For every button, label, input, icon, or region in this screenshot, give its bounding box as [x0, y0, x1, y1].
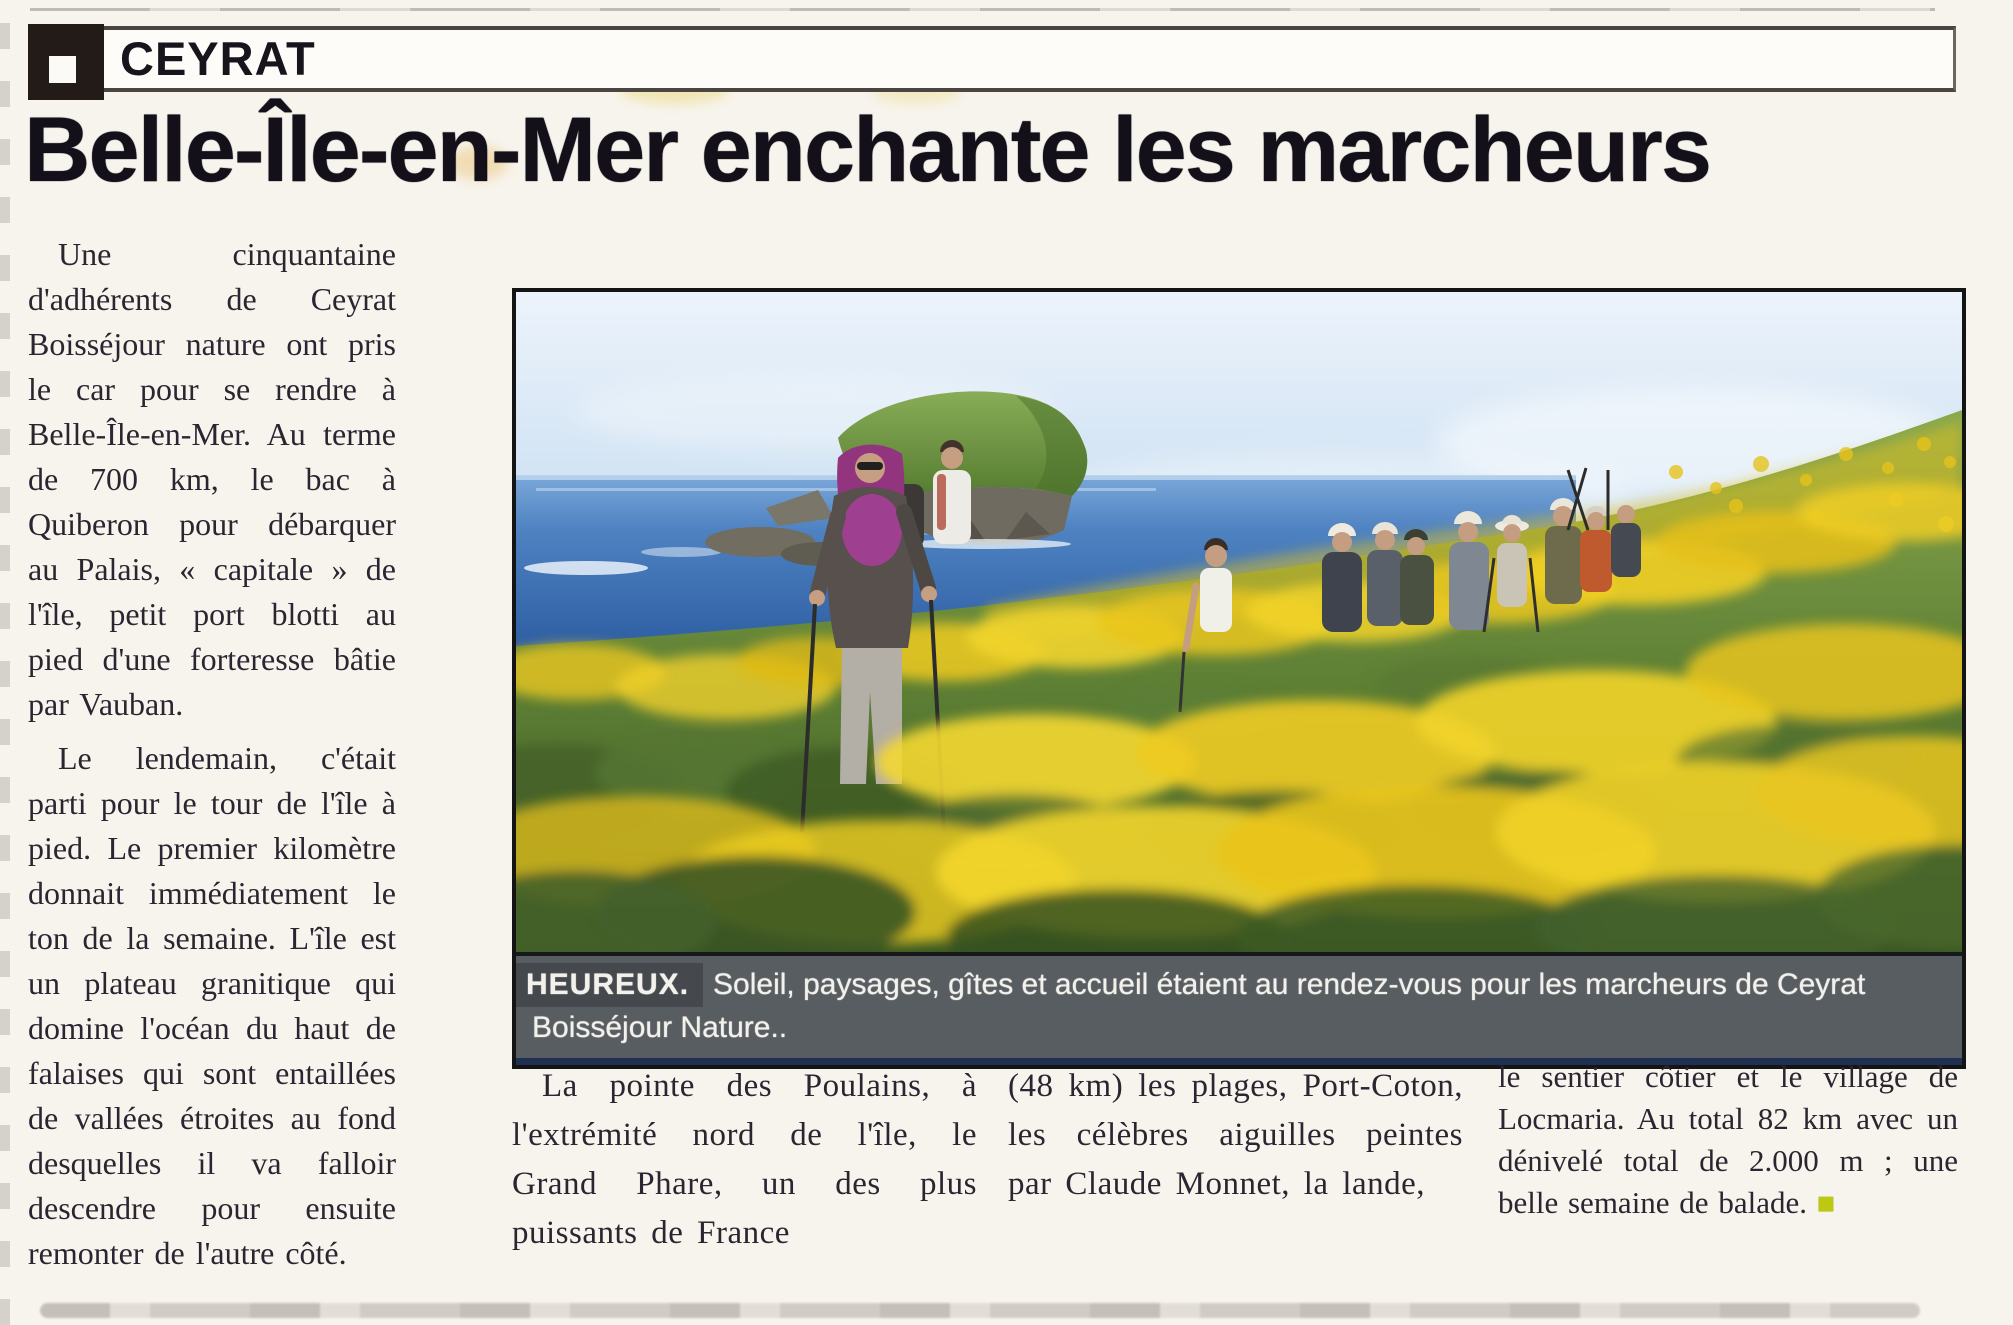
article-paragraph-3: La pointe des Poulains, à l'extrémité nord de l'île, le Grand Phare, un des plus puissants de France [512, 1068, 977, 1251]
kicker-bar [28, 26, 1956, 92]
article-photo [512, 288, 1966, 1069]
photo-caption [516, 952, 1962, 1065]
kicker-label: CEYRAT [120, 32, 316, 85]
article-paragraph-2: Le lendemain, c'était parti pour le tour de l'île à pied. Le premier kilomètre donnait immédiatement le ton de la semaine. L'île est un plateau granitique qui domine l'océan du haut de falaises qui sont entaillées de vallées étroites au fond desquelles il va falloir descendre pour ensuite remonter de l'autre côté. [28, 740, 396, 1271]
section-square-icon [28, 24, 104, 100]
scan-artifact-bottom [40, 1303, 1920, 1318]
article-paragraph-5-text: le sentier côtier et le village de Locmaria. Au total 82 km avec un dénivelé total de 2.000 m ; une belle semaine de balade. [1498, 1059, 1958, 1220]
end-of-article-mark: ■ [1816, 1187, 1835, 1220]
scan-artifact-top-line [30, 8, 1935, 11]
section-square-inner [49, 56, 76, 83]
caption-text: Soleil, paysages, gîtes et accueil étaient au rendez-vous pour les marcheurs de Ceyrat Boisséjour Nature.. [532, 968, 1866, 1044]
article-paragraph-1: Une cinquantaine d'adhérents de Ceyrat Boisséjour nature ont pris le car pour se rendre à Belle-Île-en-Mer. Au terme de 700 km, le bac à Quiberon pour débarquer au Palais, « capitale » de l'île, petit port blotti au pied d'une forteresse bâtie par Vauban. [28, 236, 396, 722]
article-paragraph-4: (48 km) les plages, Port-Coton, les célèbres aiguilles peintes par Claude Monnet, la lande, [1008, 1068, 1463, 1202]
headline: Belle-Île-en-Mer enchante les marcheurs [24, 99, 1710, 201]
scan-artifact-left-edge [0, 0, 10, 1325]
article-paragraph-5 [1498, 1056, 1958, 1225]
photo-image [516, 292, 1962, 952]
caption-label: HEUREUX. [516, 963, 703, 1007]
